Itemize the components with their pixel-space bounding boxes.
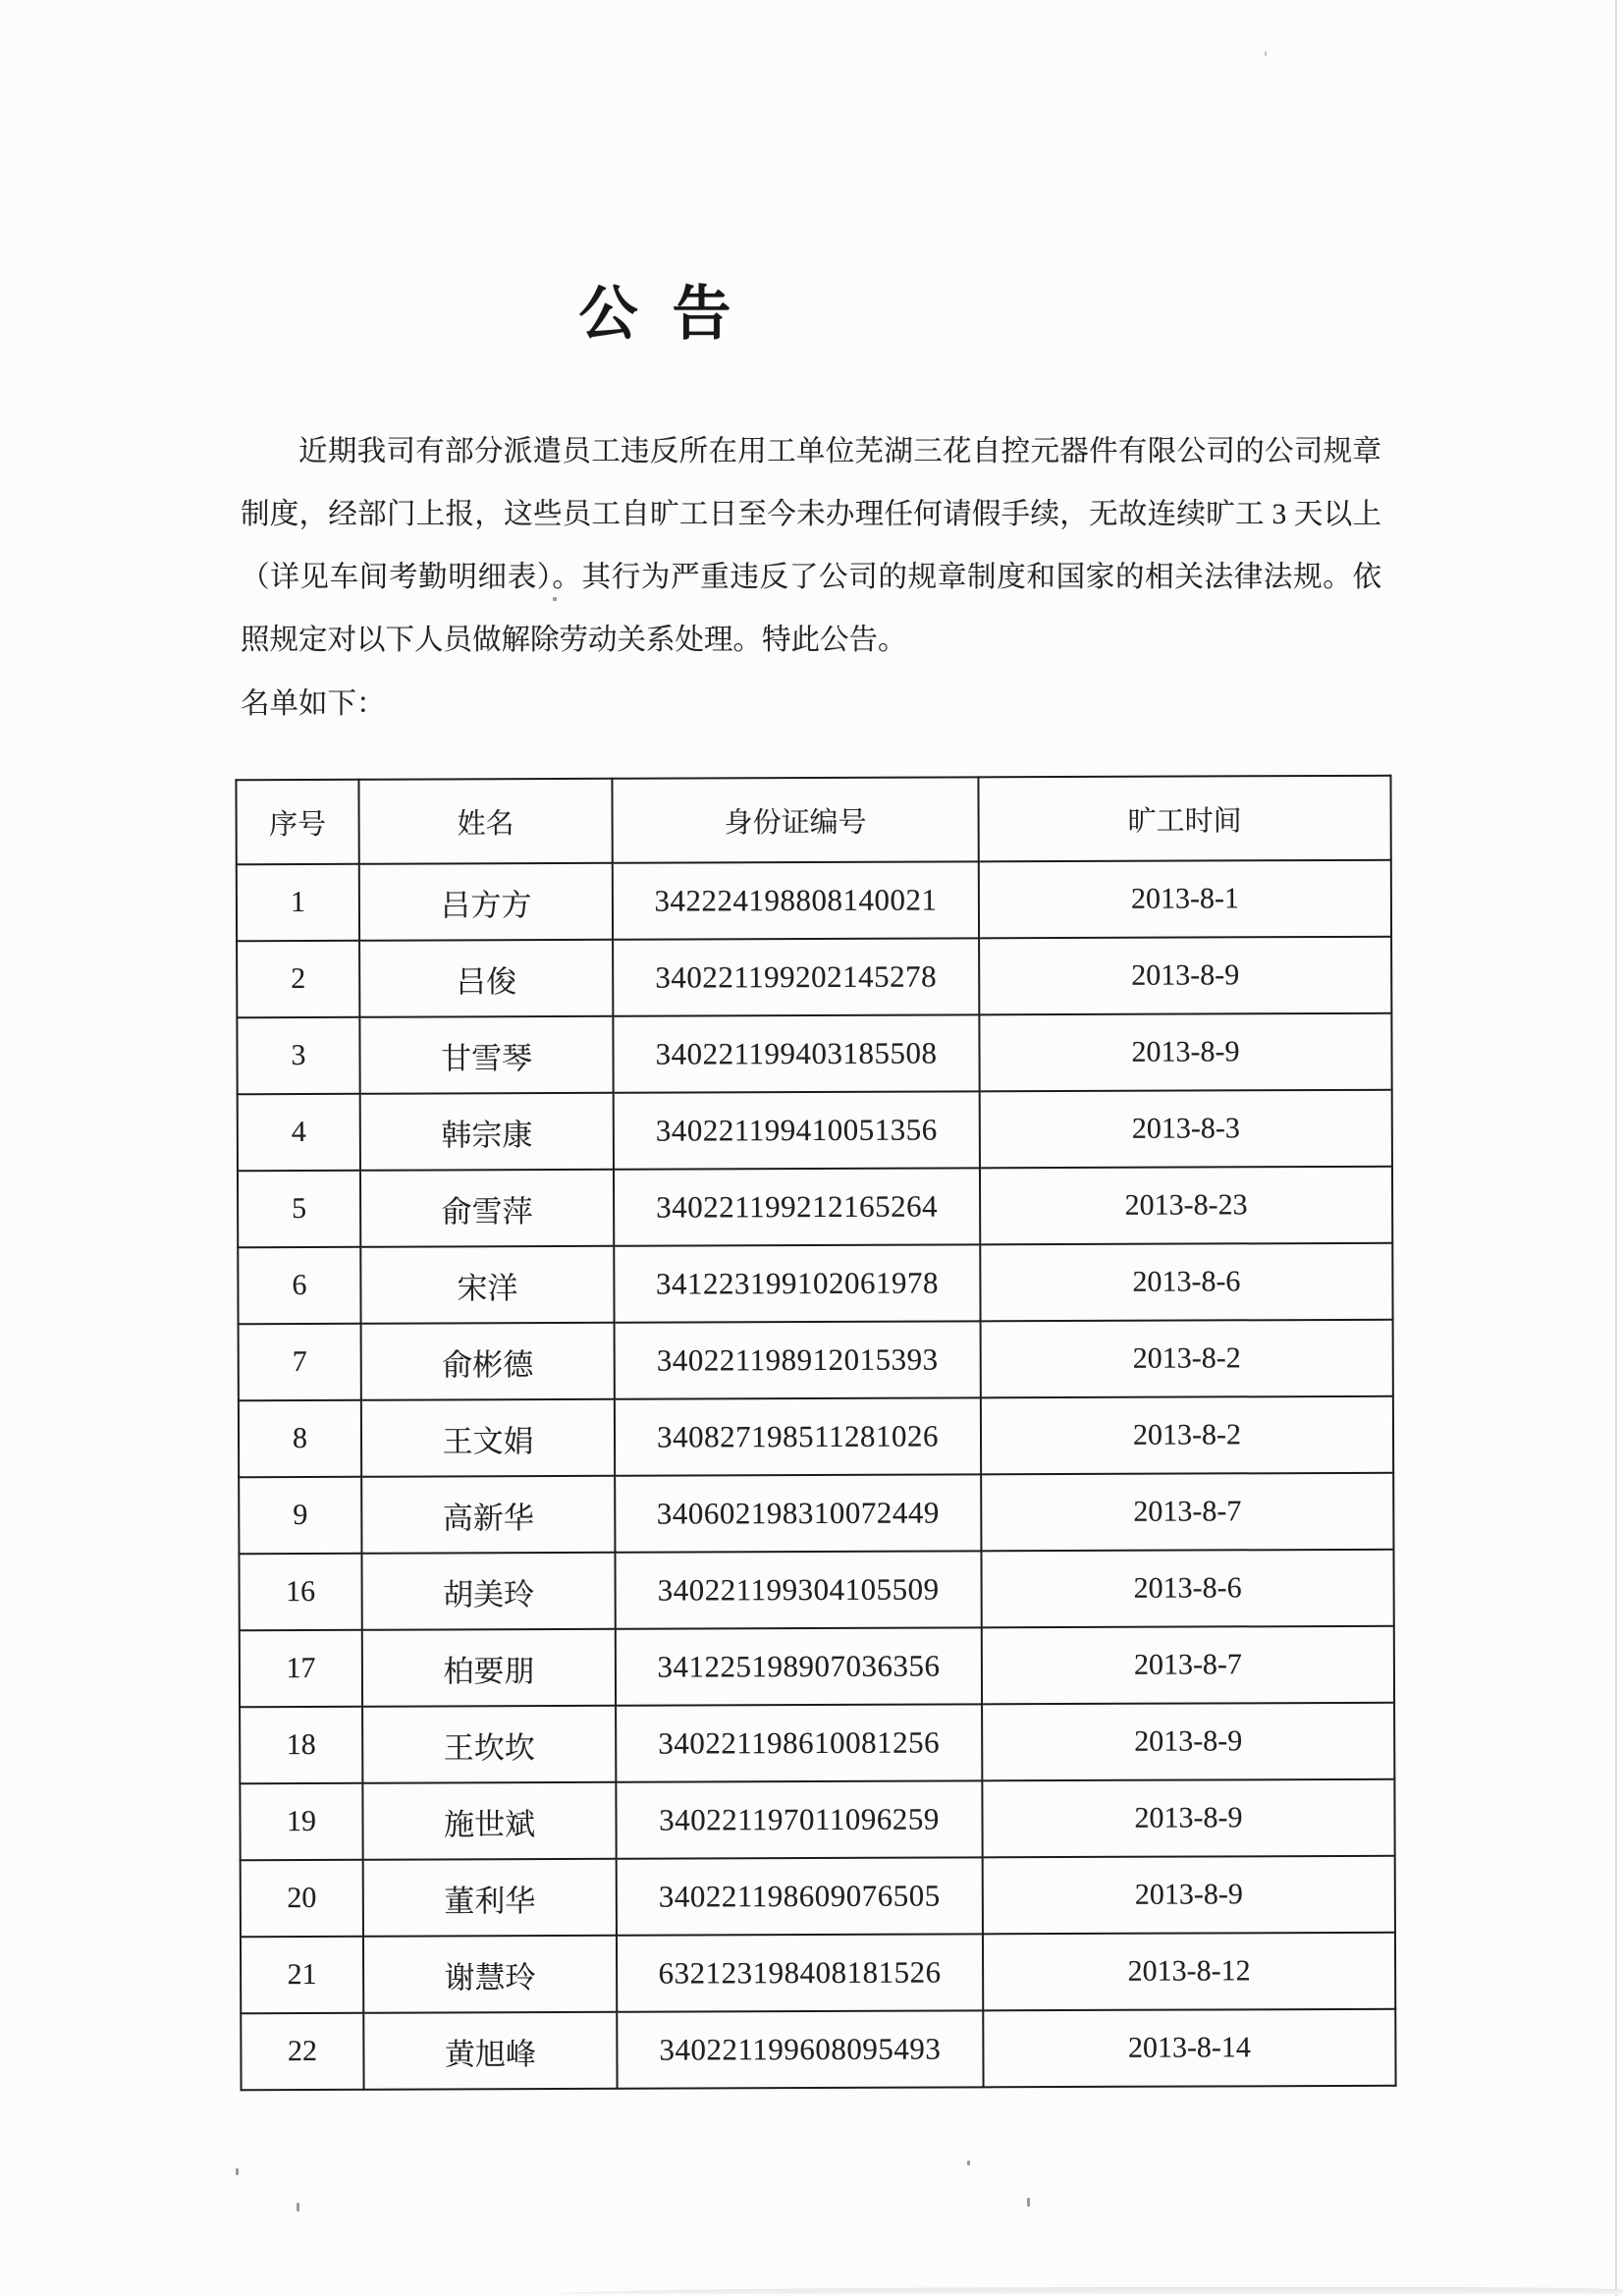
cell-absence-date: 2013-8-9 [979, 1013, 1391, 1092]
cell-index: 20 [241, 1860, 363, 1937]
cell-name: 胡美玲 [361, 1553, 615, 1630]
cell-absence-date: 2013-8-7 [981, 1473, 1393, 1552]
cell-id: 340221198609076505 [617, 1857, 983, 1935]
table-row [240, 1779, 1394, 1861]
cell-absence-date: 2013-8-9 [982, 1703, 1394, 1781]
cell-name: 王文娟 [361, 1399, 615, 1477]
cell-index: 2 [237, 941, 359, 1017]
table-row [239, 1320, 1393, 1401]
table-row [239, 1473, 1393, 1555]
cell-absence-date: 2013-8-9 [979, 937, 1391, 1015]
cell-index: 16 [239, 1554, 361, 1630]
cell-id: 340221197011096259 [616, 1780, 982, 1858]
table-row [237, 937, 1391, 1018]
cell-index: 3 [237, 1017, 359, 1094]
cell-name: 俞雪萍 [360, 1170, 614, 1247]
header-absence: 旷工时间 [978, 776, 1390, 862]
cell-name: 宋洋 [360, 1246, 614, 1324]
cell-id: 340221198610081256 [616, 1704, 982, 1781]
cell-id: 632123198408181526 [617, 1934, 983, 2011]
table-row [238, 1090, 1392, 1172]
cell-name: 吕俊 [359, 940, 613, 1017]
scan-speck [1265, 51, 1267, 56]
cell-absence-date: 2013-8-14 [983, 2009, 1395, 2088]
cell-name: 董利华 [363, 1859, 617, 1937]
table-row [237, 860, 1391, 942]
table-row [239, 1550, 1393, 1631]
header-id: 身份证编号 [612, 777, 978, 862]
cell-id: 340221199304105509 [615, 1551, 981, 1628]
cell-name: 施世斌 [362, 1782, 616, 1860]
scan-speck [236, 2168, 239, 2175]
cell-absence-date: 2013-8-6 [981, 1550, 1393, 1628]
cell-name: 甘雪琴 [359, 1016, 613, 1094]
scan-speck [1027, 2198, 1030, 2207]
scan-speck [297, 2203, 299, 2212]
table-header-row [236, 776, 1390, 865]
table-body [237, 860, 1396, 2091]
cell-id: 340827198511281026 [615, 1397, 981, 1475]
cell-index: 17 [240, 1630, 362, 1707]
table-row [240, 1626, 1394, 1708]
cell-name: 柏要朋 [362, 1629, 616, 1707]
cell-name: 王坎坎 [362, 1706, 616, 1783]
table-row [240, 1703, 1394, 1784]
cell-id: 340221199403185508 [613, 1014, 979, 1092]
header-name: 姓名 [358, 779, 612, 864]
cell-index: 8 [239, 1400, 361, 1477]
cell-absence-date: 2013-8-2 [981, 1396, 1393, 1475]
cell-absence-date: 2013-8-3 [980, 1090, 1392, 1169]
table-row [241, 1856, 1395, 1938]
table-row [237, 1013, 1391, 1095]
cell-id: 340602198310072449 [615, 1474, 981, 1552]
table-row [241, 2009, 1395, 2091]
cell-index: 5 [238, 1171, 360, 1247]
table-row [238, 1243, 1392, 1325]
table-row [241, 1933, 1395, 2014]
cell-absence-date: 2013-8-1 [979, 860, 1391, 939]
cell-index: 19 [240, 1783, 362, 1860]
cell-index: 4 [238, 1094, 360, 1171]
cell-index: 7 [239, 1324, 361, 1400]
cell-name: 俞彬德 [361, 1323, 615, 1400]
cell-id: 340221199608095493 [617, 2010, 983, 2088]
cell-absence-date: 2013-8-23 [980, 1167, 1392, 1245]
cell-id: 340221199202145278 [613, 938, 979, 1015]
cell-absence-date: 2013-8-2 [981, 1320, 1393, 1398]
cell-id: 340221198912015393 [615, 1321, 981, 1398]
cell-absence-date: 2013-8-7 [982, 1626, 1394, 1705]
cell-index: 6 [238, 1247, 360, 1324]
page-title: 公 告 [578, 282, 741, 347]
cell-absence-date: 2013-8-6 [980, 1243, 1392, 1322]
cell-index: 21 [241, 1937, 363, 2013]
cell-name: 黄旭峰 [363, 2012, 617, 2090]
cell-id: 340221199410051356 [614, 1091, 980, 1169]
cell-name: 韩宗康 [360, 1093, 614, 1171]
cell-index: 1 [237, 864, 359, 941]
cell-absence-date: 2013-8-9 [982, 1779, 1394, 1858]
cell-name: 高新华 [361, 1476, 615, 1554]
cell-index: 18 [240, 1707, 362, 1783]
cell-id: 342224198808140021 [613, 861, 979, 939]
scan-edge-line [1615, 0, 1617, 2296]
cell-name: 吕方方 [359, 863, 613, 941]
cell-id: 341225198907036356 [616, 1627, 982, 1705]
cell-absence-date: 2013-8-9 [983, 1856, 1395, 1935]
dismissal-table [235, 775, 1396, 2092]
cell-name: 谢慧玲 [363, 1936, 617, 2013]
table-header [236, 776, 1390, 865]
cell-id: 341223199102061978 [614, 1244, 980, 1322]
cell-absence-date: 2013-8-12 [983, 1933, 1395, 2011]
scan-speck [967, 2160, 970, 2165]
header-index: 序号 [236, 780, 358, 864]
list-intro-label: 名单如下： [241, 688, 386, 720]
scan-page-curl [555, 2287, 1623, 2294]
announcement-paragraph: 近期我司有部分派遣员工违反所在用工单位芜湖三花自控元器件有限公司的公司规章制度，经部门上报，这些员工自旷工日至今未办理任何请假手续，无故连续旷工 3 天以上（详见车间考勤明细表）。其行为严重违反了公司的规章制度和国家的相关法律法规。依照规定对以下人员做解除劳动关系处理。特此公告。 [241, 436, 1381, 656]
cell-id: 340221199212165264 [614, 1168, 980, 1245]
table-row [239, 1396, 1393, 1478]
table-row [238, 1167, 1392, 1248]
cell-index: 22 [241, 2013, 363, 2090]
cell-index: 9 [239, 1477, 361, 1554]
